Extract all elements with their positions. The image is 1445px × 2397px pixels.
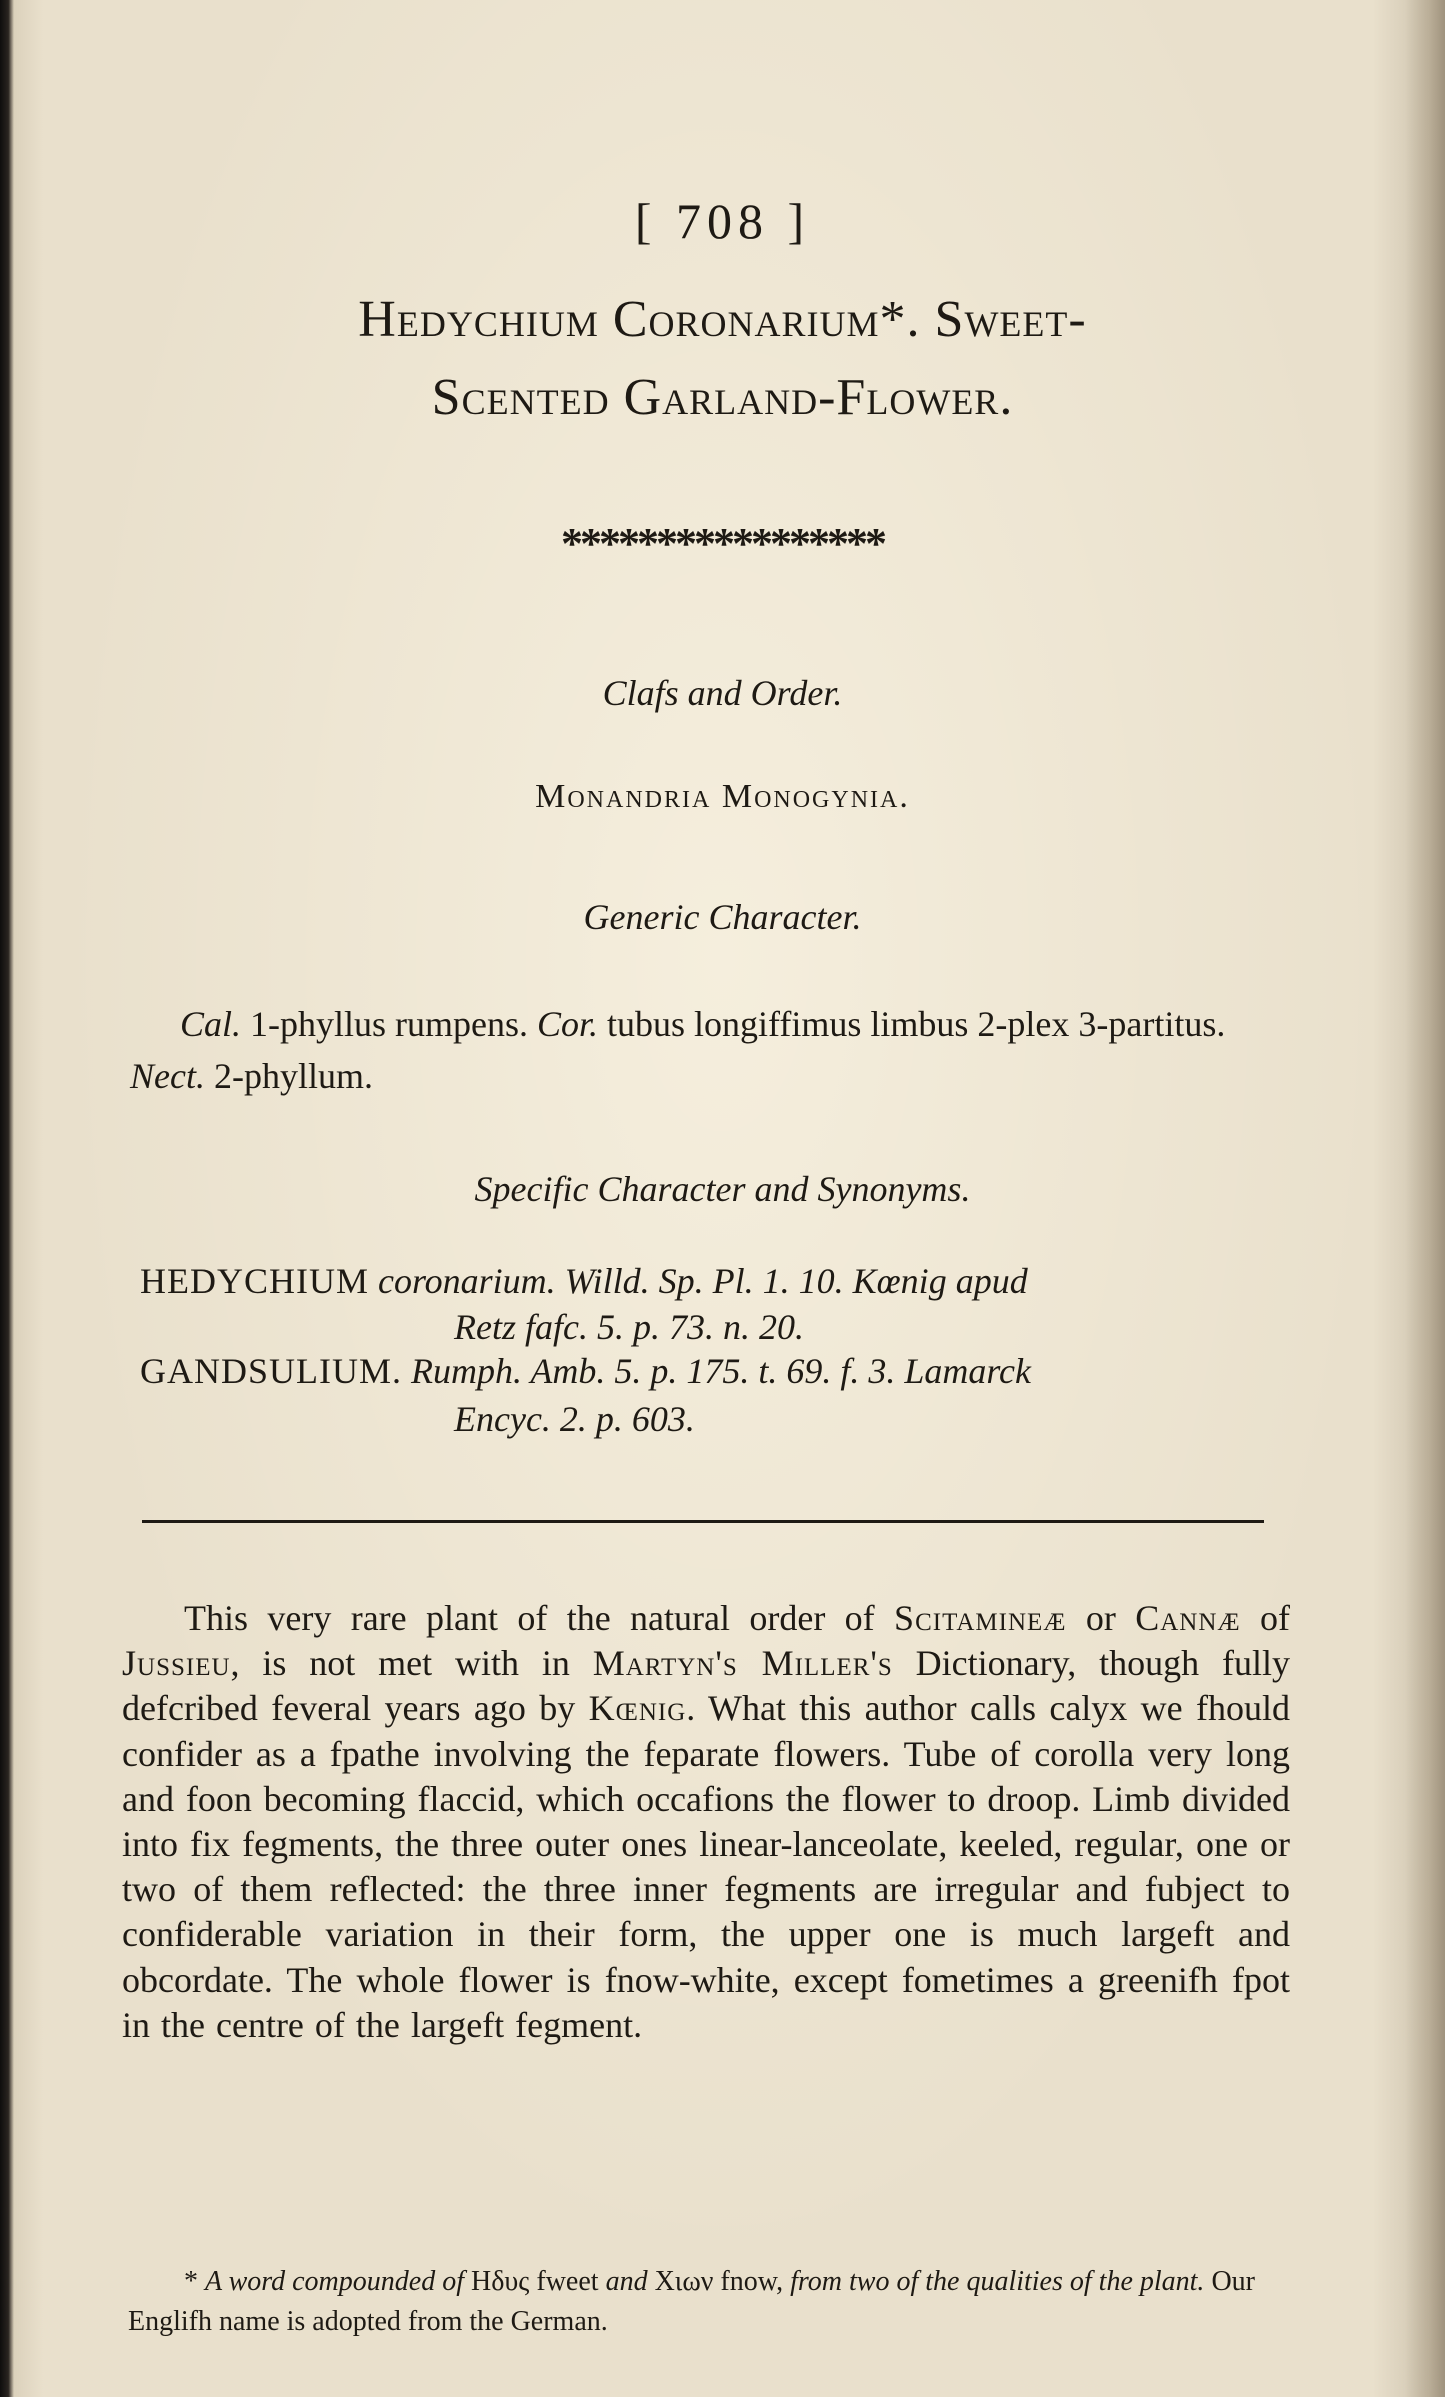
body-text: of [1240, 1598, 1290, 1638]
footnote-text: A word compounded of [205, 2266, 464, 2297]
footnote-text: fweet [536, 2266, 599, 2297]
body-smallcaps: Jussieu [122, 1643, 231, 1684]
footnote-greek: Hδυς [464, 2266, 537, 2297]
footnote-text: and [598, 2266, 655, 2297]
cor-label: Cor. [537, 1004, 599, 1044]
footnote-text: Our Englifh name is adopted from the German. [128, 2266, 1255, 2337]
nect-label: Nect. [130, 1056, 205, 1096]
nect-text: 2-phyllum. [204, 1056, 373, 1096]
footnote [128, 2262, 1294, 2342]
class-order-heading: Clafs and Order. [602, 673, 843, 713]
footnote-text: from two of the qualities of the plant. [783, 2266, 1205, 2297]
synonym-name: HEDYCHIUM [140, 1261, 369, 1301]
section-rule [142, 1520, 1264, 1523]
cal-label: Cal. [180, 1004, 242, 1044]
synonym-reference-continued: Encyc. 2. p. 603. [454, 1399, 695, 1439]
generic-character-text [130, 998, 1270, 1102]
body-smallcaps: Cannæ [1135, 1598, 1241, 1638]
page-title-line1: Hedychium Coronarium*. Sweet- [358, 291, 1087, 348]
ornament-divider: ***************** [561, 519, 884, 568]
synonym-gandsulium [140, 1350, 1290, 1392]
body-smallcaps: Kœnig [588, 1688, 687, 1729]
generic-character-heading: Generic Character. [583, 897, 862, 937]
body-text: . What this author calls calyx we fhould confider as a fpathe involving the feparate flowers. Tube of corolla very long and foon becoming flaccid, which occafions the flower to droop. Limb divided into fix fegments, the three outer ones linear-lanceolate, keeled, regular, one or two of them reflected: the three inner fegments are irregular and fubject to confiderable variation in their form, the upper one is much largeft and obcordate. The whole flower is fnow-white, except fometimes a greenifh fpot in the centre of the largeft fegment. [122, 1688, 1291, 2045]
cal-text: 1-phyllus rumpens. [241, 1004, 537, 1044]
page-title-line2: Scented Garland-Flower. [431, 369, 1014, 426]
description-paragraph [122, 1596, 1290, 2048]
class-order-value: Monandria Monogynia. [535, 778, 910, 815]
specific-character-heading: Specific Character and Synonyms. [474, 1169, 971, 1209]
page-number: [ 708 ] [634, 193, 811, 249]
synonym-hedychium [140, 1260, 1290, 1302]
body-text: or [1066, 1598, 1136, 1638]
synonym-reference-continued: Retz fafc. 5. p. 73. n. 20. [454, 1307, 804, 1347]
body-text: This very rare plant of the natural order of [184, 1598, 895, 1638]
synonym-reference: Rumph. Amb. 5. p. 175. t. 69. f. 3. Lamarck [411, 1351, 1031, 1391]
body-smallcaps: Martyn's Miller's [592, 1643, 893, 1684]
footnote-text: fnow, [720, 2266, 784, 2297]
footnote-marker: * [184, 2266, 205, 2297]
body-text: Dictionary, though fully defcribed feveral years ago by [122, 1643, 1291, 1729]
cor-text: tubus longiffimus limbus 2-plex 3-partitus. [598, 1004, 1226, 1044]
footnote-greek: Xιων [654, 2266, 721, 2297]
synonym-name: GANDSULIUM. [140, 1351, 402, 1391]
body-text: , is not met with in [230, 1643, 593, 1684]
synonym-reference: coronarium. Willd. Sp. Pl. 1. 10. Kœnig apud [378, 1261, 1028, 1301]
body-smallcaps: Scitamineæ [894, 1598, 1067, 1638]
